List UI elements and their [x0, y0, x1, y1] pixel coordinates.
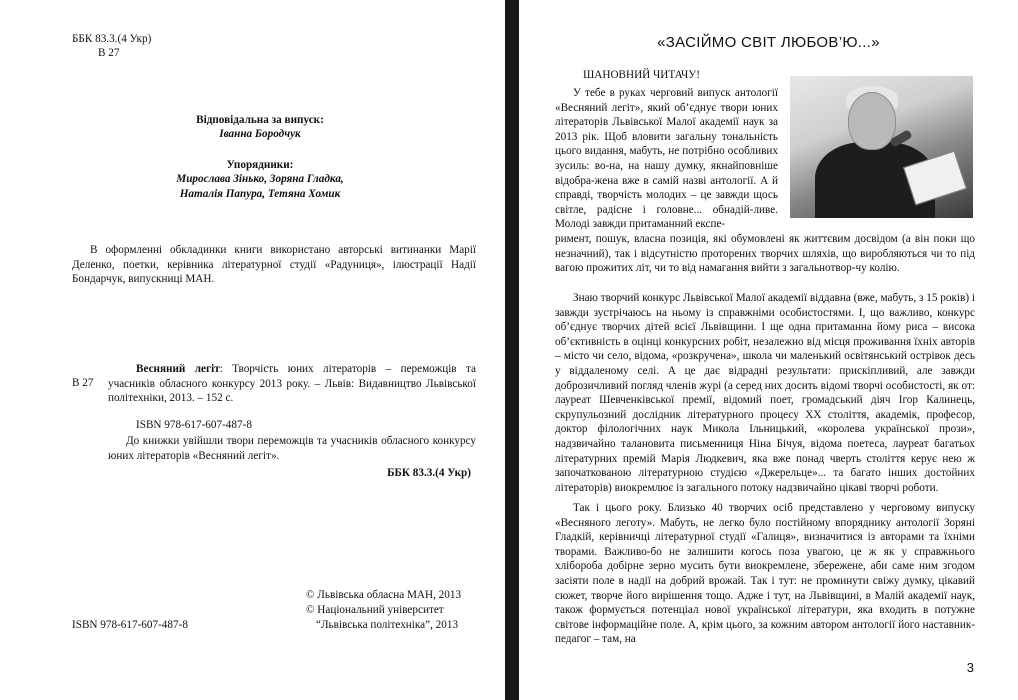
- bbk-code-top: ББК 83.3.(4 Укр): [72, 33, 152, 45]
- left-page: [0, 0, 505, 700]
- paragraph-1-narrow: У тебе в руках черговий випуск антології «Весняний легіт», який об’єднує твори юних літераторів Львівської Малої академії наук за 2013 рік. Щоб вловити загальну тональність цього видання, мабуть, не потрібно особливих зусиль: во-на, на нашу думку, якнайповніше відобра-жена вже в самій назві антології. А й справді, творчість молодих – це завжди щось світле, радісне і головне... обнадій-ливе. Молоді завжди притаманний експе-: [555, 87, 778, 231]
- copyright-line-2: © Національний університет: [306, 604, 444, 616]
- photo-figure-head: [848, 92, 896, 150]
- isbn-mid: ISBN 978-617-607-487-8: [136, 419, 252, 431]
- article-title: «ЗАСІЙМО СВІТ ЛЮБОВ’Ю...»: [657, 34, 880, 51]
- right-page: [519, 0, 1018, 700]
- bbk-code-bottom: ББК 83.3.(4 Укр): [387, 467, 471, 479]
- catalog-code-top: В 27: [98, 47, 120, 59]
- catalog-entry-code: В 27: [72, 377, 94, 389]
- page-number: 3: [966, 660, 974, 675]
- responsible-name: Іванна Бородчук: [219, 128, 301, 140]
- greeting: ШАНОВНИЙ ЧИТАЧУ!: [583, 69, 700, 81]
- catalog-entry-title: Весняний легіт: [136, 363, 220, 375]
- compilers-line-1: Мирослава Зінько, Зоряна Гладка,: [176, 173, 344, 185]
- author-photo: [790, 76, 973, 218]
- copyright-line-1: © Львівська обласна МАН, 2013: [306, 589, 462, 601]
- cover-design-note: В оформленні обкладинки книги використано авторські витинанки Марії Деленко, поетки, керівника літературної студії «Радуниця», ілюстрації Надії Бондарчук, випускниці МАН.: [72, 244, 476, 286]
- compilers-label: Упорядники:: [226, 159, 294, 171]
- book-gutter: [505, 0, 519, 700]
- catalog-entry: [108, 362, 476, 406]
- isbn-bottom: ISBN 978-617-607-487-8: [72, 619, 188, 631]
- book-annotation: До книжки увійшли твори переможців та учасників обласного конкурсу юних літераторів «Весняний легіт».: [108, 435, 476, 462]
- responsible-label: Відповідальна за випуск:: [196, 114, 324, 126]
- paragraph-2: Знаю творчий конкурс Львівської Малої академії віддавна (вже, мабуть, з 15 років) і завжди зустрічаюсь на ньому із справжніми особистостями. І, що важливо, конкурс об’єднує творчих дітей всієї Львівщини. І ще одна притаманна йому риса – висока об’єктивність в оцінці конкурсних робіт, незалежно від місця проживання їхніх авторів – місто чи село, відома, «розкручена», школа чи маленький освітянський острівок десь у віддаленому селі. А це дає відрадні результати: прискіпливий, але завжди доброзичливий погляд членів журі (а серед них досить відомі творчі особистості, як от: лауреат Шевченківської премії, відомий поет, громадський діяч Ігор Калинець, скрупульозний дослідник літературного процесу ХХ століття, академік, професор, доктор філологічних наук Микола Ільницький, «королева української прози», надзвичайно талановита письменниця Ніна Бічуя, відома поетеса, лауреат багатьох літературних премій Марія Людкевич, яка вже понад чверть століття керує нею ж започаткованою літературною студією «Джерельце»... та багато інших достойних літераторів) виокремлює із загального потоку надзвичайно цікаві творчі роботи.: [555, 292, 975, 494]
- paragraph-1-wide: римент, пошук, власна позиція, які обумовлені як життєвим досвідом (а він поки що незначний), так і відсутністю проторених творчих шляхів, що виробляються чи то під вагою прожитих літ, чи то від намагання вийти з загальнотвор-чу колію.: [555, 233, 975, 275]
- compilers-line-2: Наталія Папура, Тетяна Хомик: [179, 188, 341, 200]
- catalog-entry-text: : Творчість юних літераторів – переможців та учасників обласного конкурсу 2013 року. – Львів: Видавництво Львівської політехніки, 2013. – 152 с.: [108, 363, 476, 405]
- paragraph-3: Так і цього року. Близько 40 творчих осіб представлено у черговому випуску «Весняного леготу». Мабуть, не легко було постійному впоряднику антології Зоряні Гладкій, керівничці літературної студії «Галиця», визначитися із авторами та їхніми творами. Важливо-бо не залишити когось поза увагою, це ж як у справжнього хлібороба добірне зерно мусить бути виокремлене, збережене, аби саме ним згодом засіяти поле в надії на добрий врожай. Так і тут: не проминути свіжу думку, цікавий сюжет, творче його вирішення тощо. Адже і тут, на Львівщині, в Малій академії наук, також формується потенціал нової української літератури, яка входить в потужне світове інформаційне поле. А, крім цього, за кожним автором антології його наставник-педагог – там, на: [555, 502, 975, 646]
- copyright-line-3: “Львівська політехніка”, 2013: [316, 619, 459, 631]
